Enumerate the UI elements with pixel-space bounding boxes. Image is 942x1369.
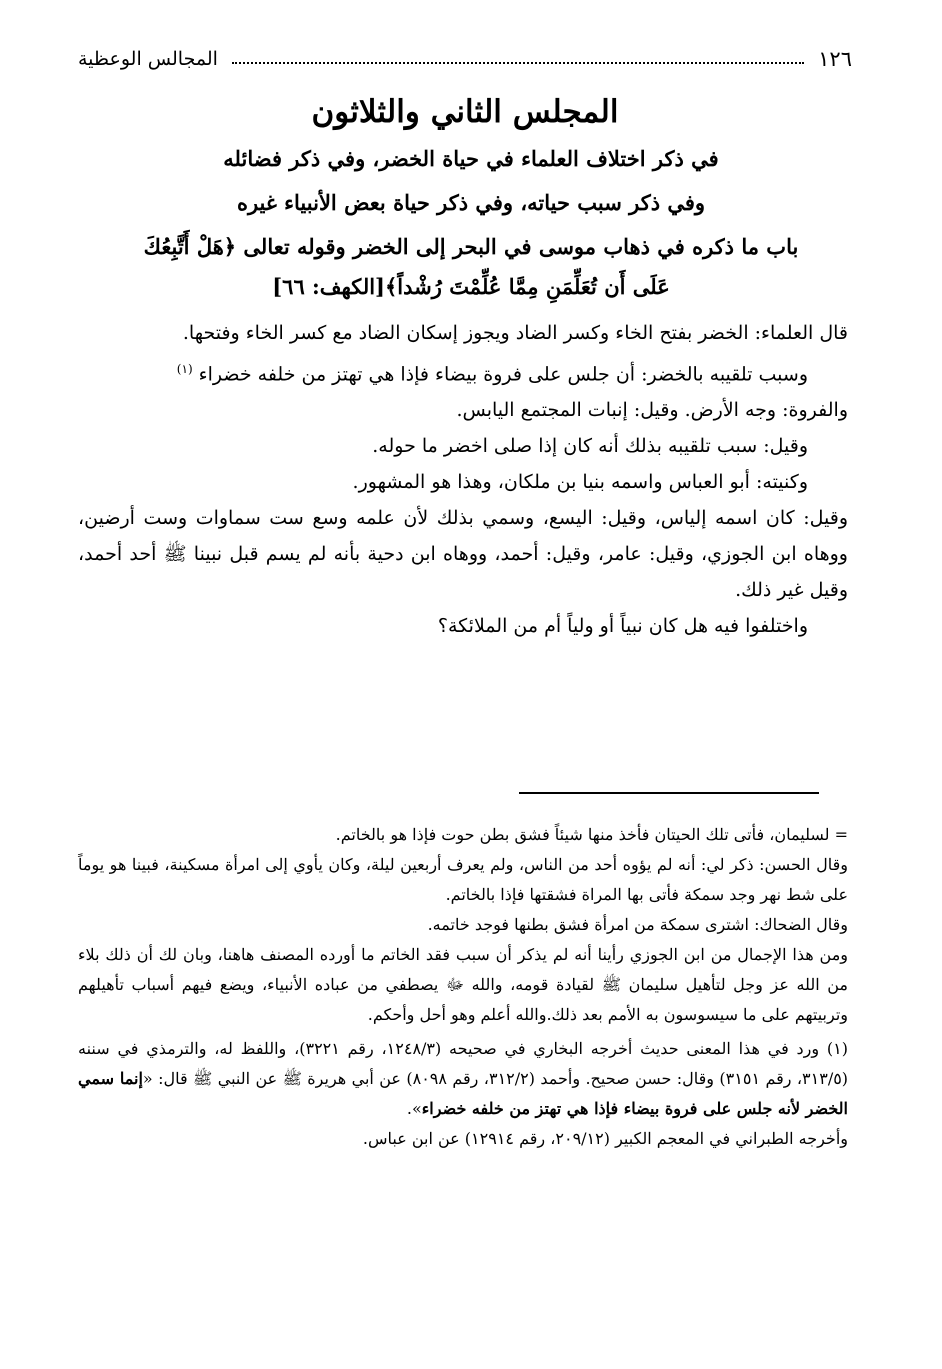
footnote-reference: (١) [176,362,193,376]
chapter-subheading-1: في ذكر اختلاف العلماء في حياة الخضر، وفي ذكر فضائله [223,146,719,171]
main-text [78,315,848,644]
footnote-line: = لسليمان، فأتى تلك الحيتان فأخذ منها شيئاً فشق بطن حوت فإذا هو بالخاتم. [335,825,848,844]
paragraph: وقيل: سبب تلقيبه بذلك أنه كان إذا صلى اخضر ما حوله. [372,435,808,458]
footnotes [78,820,848,1154]
footnote-line: وقال الضحاك: اشترى سمكة من امرأة فشق بطنها فوجد خاتمه. [427,915,848,934]
chapter-subheading-3: باب ما ذكره في ذهاب موسى في البحر إلى الخضر وقوله تعالى ﴿هَلْ أَتَّبِعُكَ [143,234,799,259]
footnote-line: ومن هذا الإجمال من ابن الجوزي رأينا أنه لم يذكر أن سبب فقد الخاتم ما أورده المصنف هاهنا، وبان لك أن ذلك بلاء من الله عز وجل لتأهيل سليمان ﷺ لقيادة قومه، والله ﷻ يصطفي من عباده الأنبياء، ويضع فيهم أسباب تأهيلهم وتربيتهم على ما سيسوسون به الأمم بعد ذلك.والله أعلم وهو أحل وأحكم. [78,945,848,1024]
paragraph: واختلفوا فيه هل كان نبياً أو ولياً أم من الملائكة؟ [437,615,808,638]
footnote-1 [78,1034,848,1124]
chapter-subheading-4: عَلَى أَن تُعَلِّمَنِ مِمَّا عُلِّمْتَ رُشْداً﴾[الكهف: ٦٦] [272,274,670,299]
paragraph [78,351,848,392]
footnote-line: وقال الحسن: ذكر لي: أنه لم يؤوه أحد من الناس، ولم يعرف أربعين ليلة، وكان يأوي إلى امرأة مسكينة، فبينا هو يوماً على شط نهر وجد سمكة فأتى بها المراة فشقتها فإذا بالخاتم. [78,855,848,904]
hadith-quote: إنما سمي الخضر لأنه جلس على فروة بيضاء فإذا هي تهتز من خلفه خضراء [78,1069,848,1118]
paragraph: وقيل: كان اسمه إلياس، وقيل: اليسع، وسمي بذلك لأن علمه وسع ست سماوات وست أرضين، ووهاه ابن الجوزي، وقيل: عامر، وقيل: أحمد، ووهاه ابن دحية بأنه لم يسم قبل نبينا ﷺ أحد أحمد، وقيل غير ذلك. [78,507,848,602]
footnote-separator [519,792,819,794]
chapter-title: المجلس الثاني والثلاثون [311,94,619,130]
footnote-text: (١) ورد في هذا المعنى حديث أخرجه البخاري في صحيحه (١٢٤٨/٣، رقم ٣٢٢١)، واللفظ له، والترمذي في سننه (٣١٣/٥، رقم ٣١٥١) وقال: حسن صحيح. وأحمد (٣١٢/٢، رقم ٨٠٩٨) عن أبي هريرة ﷺ عن النبي ﷺ قال: « [78,1039,849,1088]
chapter-subheading-2: وفي ذكر سبب حياته، وفي ذكر حياة بعض الأنبياء غيره [236,190,706,215]
page-number: ١٢٦ [818,47,852,71]
header-dotted-leader [232,62,804,64]
paragraph: والفروة: وجه الأرض. وقيل: إنبات المجتمع اليابس. [456,399,848,422]
paragraph: قال العلماء: الخضر بفتح الخاء وكسر الضاد ويجوز إسكان الضاد مع كسر الخاء وفتحها. [182,322,848,344]
page-header [78,44,852,74]
footnote-text: ». [406,1099,422,1118]
running-title: المجالس الوعظية [78,48,218,70]
paragraph: وكنيته: أبو العباس واسمه بنيا بن ملكان، وهذا هو المشهور. [352,471,808,494]
footnote-line: وأخرجه الطبراني في المعجم الكبير (٢٠٩/١٢، رقم ١٢٩١٤) عن ابن عباس. [362,1129,848,1148]
paragraph-text: وسبب تلقيبه بالخضر: أن جلس على فروة بيضاء فإذا هي تهتز من خلفه خضراء [198,363,808,386]
